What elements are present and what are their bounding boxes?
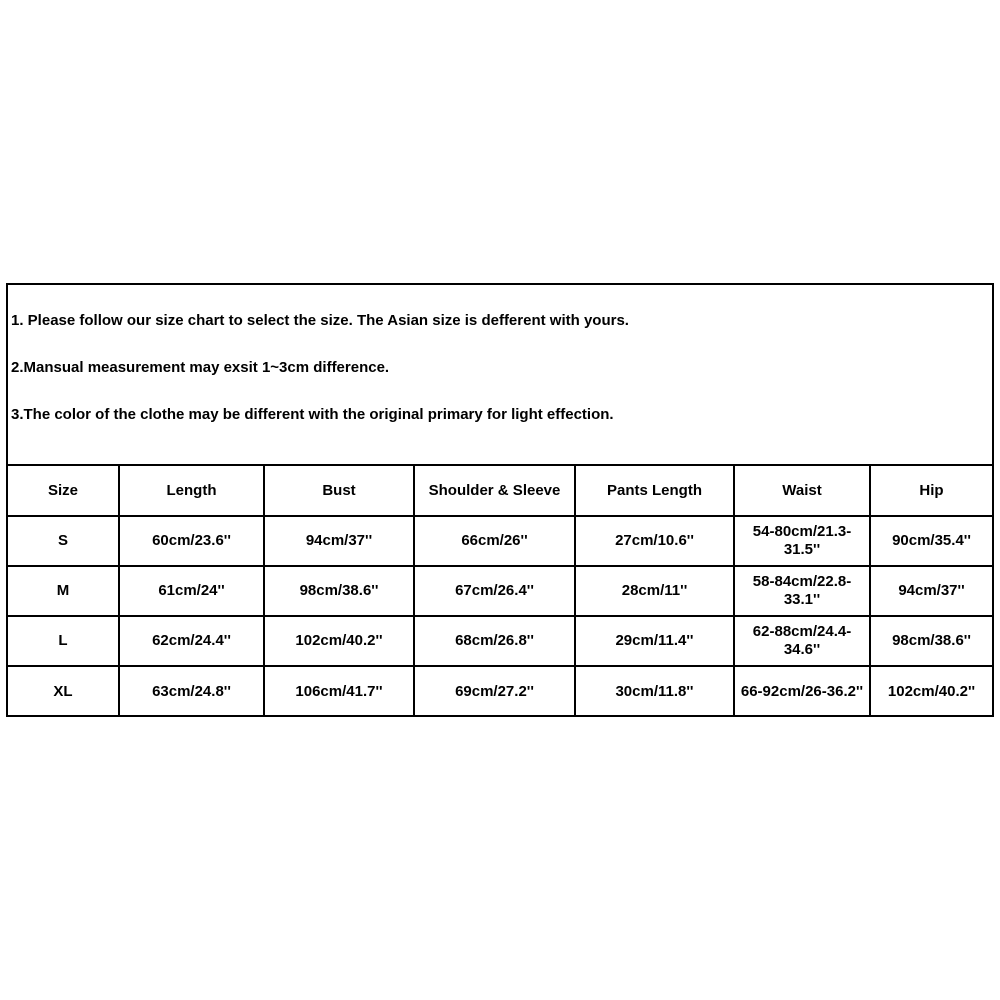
- note-1: 1. Please follow our size chart to select the size. The Asian size is defferent with yours.: [11, 312, 629, 329]
- header-bust: Bust: [264, 466, 414, 516]
- cell-size: M: [8, 566, 119, 616]
- cell-shoulder-sleeve: 66cm/26'': [414, 516, 575, 566]
- note-3: 3.The color of the clothe may be different with the original primary for light effection.: [11, 406, 614, 423]
- cell-hip: 102cm/40.2'': [870, 666, 992, 716]
- table-row: [8, 616, 992, 666]
- cell-bust: 98cm/38.6'': [264, 566, 414, 616]
- header-hip: Hip: [870, 466, 992, 516]
- cell-hip: 98cm/38.6'': [870, 616, 992, 666]
- cell-waist: 62-88cm/24.4-34.6'': [734, 616, 870, 666]
- header-waist: Waist: [734, 466, 870, 516]
- cell-pants-length: 30cm/11.8'': [575, 666, 734, 716]
- cell-hip: 94cm/37'': [870, 566, 992, 616]
- cell-shoulder-sleeve: 68cm/26.8'': [414, 616, 575, 666]
- table-row: [8, 666, 992, 716]
- header-pants-length: Pants Length: [575, 466, 734, 516]
- table-row: [8, 516, 992, 566]
- cell-size: XL: [8, 666, 119, 716]
- cell-length: 61cm/24'': [119, 566, 264, 616]
- size-chart: [6, 283, 994, 717]
- cell-hip: 90cm/35.4'': [870, 516, 992, 566]
- note-2: 2.Mansual measurement may exsit 1~3cm difference.: [11, 359, 390, 376]
- cell-size: S: [8, 516, 119, 566]
- cell-shoulder-sleeve: 69cm/27.2'': [414, 666, 575, 716]
- cell-bust: 102cm/40.2'': [264, 616, 414, 666]
- cell-bust: 106cm/41.7'': [264, 666, 414, 716]
- notes-section: [8, 285, 992, 466]
- cell-pants-length: 27cm/10.6'': [575, 516, 734, 566]
- header-shoulder-sleeve: Shoulder & Sleeve: [414, 466, 575, 516]
- cell-waist: 66-92cm/26-36.2'': [734, 666, 870, 716]
- cell-waist: 54-80cm/21.3-31.5'': [734, 516, 870, 566]
- size-table: [8, 466, 992, 716]
- cell-bust: 94cm/37'': [264, 516, 414, 566]
- table-header-row: [8, 466, 992, 516]
- cell-shoulder-sleeve: 67cm/26.4'': [414, 566, 575, 616]
- cell-size: L: [8, 616, 119, 666]
- cell-pants-length: 29cm/11.4'': [575, 616, 734, 666]
- cell-length: 60cm/23.6'': [119, 516, 264, 566]
- cell-pants-length: 28cm/11'': [575, 566, 734, 616]
- cell-length: 62cm/24.4'': [119, 616, 264, 666]
- table-row: [8, 566, 992, 616]
- cell-length: 63cm/24.8'': [119, 666, 264, 716]
- header-length: Length: [119, 466, 264, 516]
- cell-waist: 58-84cm/22.8-33.1'': [734, 566, 870, 616]
- header-size: Size: [8, 466, 119, 516]
